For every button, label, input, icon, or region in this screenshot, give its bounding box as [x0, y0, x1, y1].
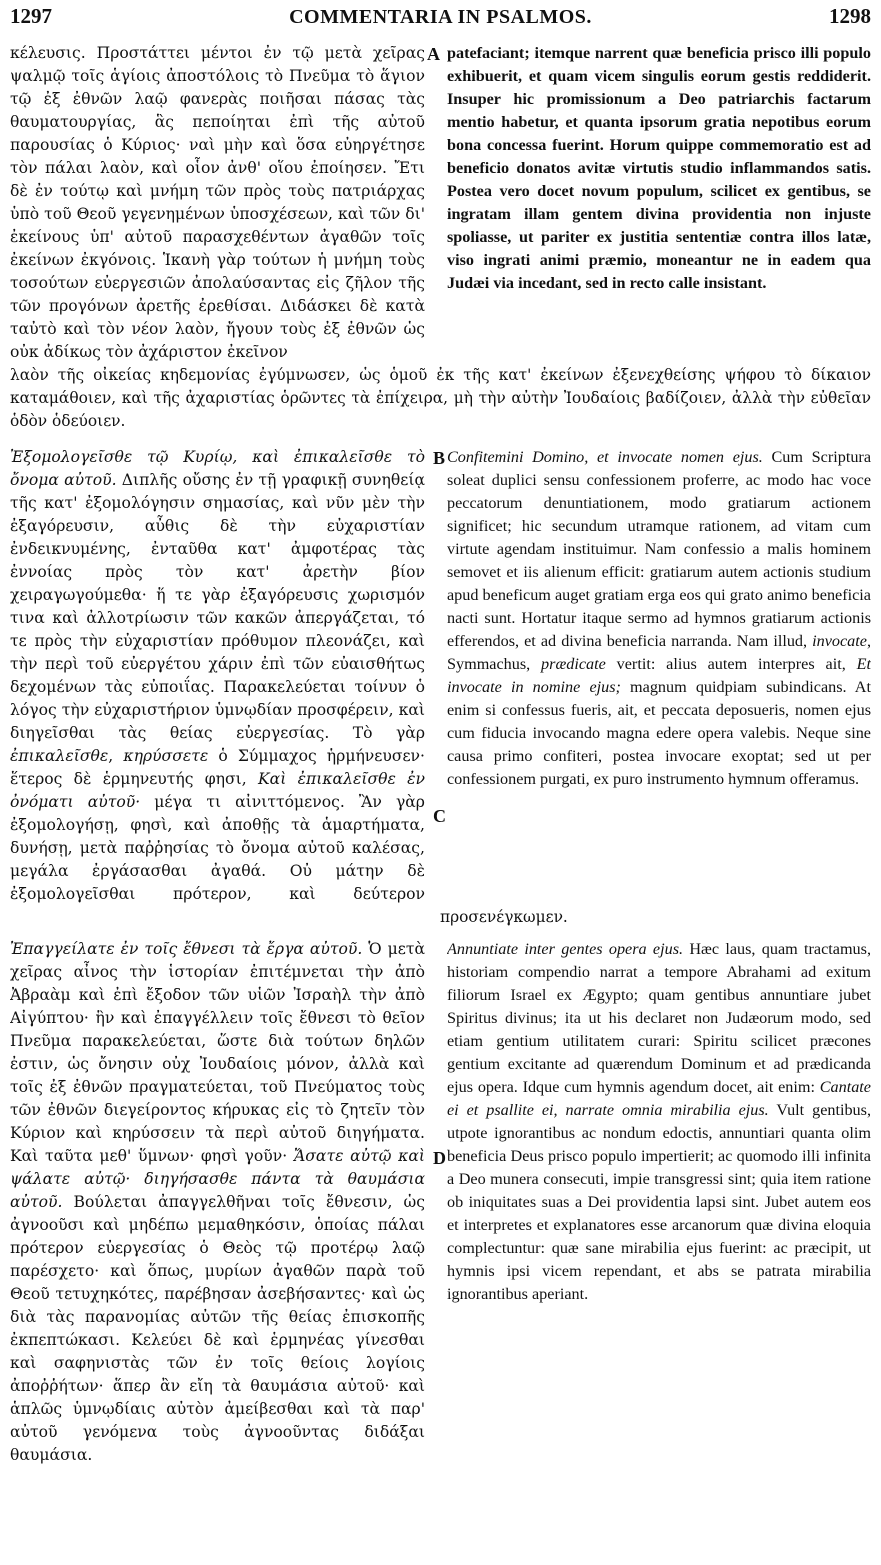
greek-text: Διπλῆς οὔσης ἐν τῇ γραφικῇ συνηθείᾳ τῆς κατ' ἐξομολόγησιν σημασίας, καὶ νῦν μὲν τὴν ἐξαγόρευσιν, αὖθις δὲ τὴν εὐχαριστίαν ἐνδεικνυμένης, ἐνταῦθα κατ' ἀμφοτέρας τὰς ἐννοίας πρὸς τὸν κατ' ἀρετὴν βίον χειραγωγούμεθα· ἥ τε γὰρ ἐξαγόρευσις χωρισμόν τινα καὶ ἀλλοτρίωσιν τῶν κακῶν ἀπεργάζεται, τό τε πρὸς τὴν εὐχαριστίαν πρόθυμον πλεονάζει, καὶ τὴν περὶ τοῦ εὐεργέτου χάριν ἐπὶ τῶν εὐαισθήτως δεχομένων τὰς εὐποιΐας. Παρακελεύεται τοίνυν ὁ λόγος τὴν εὐχαριστήριον ὑμνῳδίαν προσφέρειν, καὶ διηγεῖσθαι τὰς θείας εὐεργεσίας. Τὸ γὰρ — [10, 471, 425, 742]
page-number-left: 1297 — [10, 4, 52, 28]
greek-italic-term: κηρύσσετε — [123, 747, 209, 765]
greek-column — [10, 42, 425, 364]
section-2 — [10, 446, 871, 926]
greek-full-width-continuation — [440, 906, 871, 929]
latin-column — [447, 42, 871, 364]
greek-span-text: λαὸν τῆς οἰκείας κηδεμονίας ἐγύμνωσεν, ὡς ὁμοῦ ἐκ τῆς κατ' ἐκείνων ἐξενεχθείσης ψήφου τὸ δίκαιον καταμάθοιεν, καὶ τῆς ἀχαριστίας ὁρῶντες τὰ ἐπίχειρα, μὴ τὴν αὐτὴν Ἰουδαίοις βαδίζοιεν, ἀλλὰ τὴν εὐθεῖαν ὁδὸν ὁδεύοιεν. — [10, 366, 871, 430]
latin-paragraph — [447, 938, 871, 1306]
margin-marker-c: C — [433, 806, 446, 826]
page-number-right: 1298 — [829, 4, 871, 28]
greek-text: , — [108, 747, 124, 765]
greek-paragraph — [10, 446, 425, 906]
latin-paragraph: patefaciant; itemque narrent quæ beneficia prisco illi populo exhibuerit, et quam vicem singulis eorum gestis reddiderit. Insuper hic promissionum a Deo patriarchis factarum mentio habetur, et quanta ipsorum gratia nepotibus eorum bona concessa fuerint. Horum quippe commemoratio est ad beneficio donatos avitæ virtutis studio inflammandos satis. Postea vero docet novum populum, scilicet ex gentibus, se ingratam illam gentem divina providentia non injuste spoliasse, ut pariter ex justitia sententiæ contra illos latæ, viso ingrati animi præmio, moneantur ne in eadem qua Judæi via incedant, sed in recto calle insistant. — [447, 44, 871, 292]
greek-paragraph — [10, 938, 425, 1467]
latin-paragraph — [447, 446, 871, 791]
greek-column — [10, 938, 425, 1483]
greek-lemma: Ἐπαγγείλατε ἐν τοῖς ἔθνεσι τὰ ἔργα αὐτοῦ. — [10, 940, 363, 958]
latin-italic-term: invocate — [812, 632, 867, 650]
latin-italic-term: prædicate — [541, 655, 606, 673]
latin-lemma: Confitemini Domino, et invocate nomen ejus. — [447, 448, 763, 466]
greek-text: Βούλεται ἀπαγγελθῆναι τοῖς ἔθνεσιν, ὡς ἀγνοοῦσι καὶ μηδέπω μεμαθηκόσιν, ὁποίας πάλαι πρότερον εὐεργεσίας ὁ Θεὸς τῷ προτέρῳ λαῷ παρέσχετο· καὶ ὅπως, μυρίων ἀγαθῶν παρὰ τοῦ Θεοῦ τετυχηκότες, παρέβησαν ἀσεβήσαντες· καὶ ὡς διὰ τὰς παρανομίας αὐτῶν τῆς θείας ἐπισκοπῆς ἐκπεπτώκασι. Κελεύει δὲ καὶ ἑρμηνέας γίνεσθαι καὶ σαφηνιστὰς τῶν ἐν τοῖς θείοις λογίοις ἀποῤῥήτων· ἅπερ ἂν εἴη τὰ θαυμάσια αὐτοῦ· καὶ ἁπλῶς ὑμνῳδίαις αὐτὸν ἀμείβεσθαι καὶ τὰ παρ' αὐτοῦ γενόμενα τοὺς ἀγνοοῦντας διδάξαι θαυμάσια. — [10, 1193, 425, 1464]
greek-text: μέγα τι αἰνιττόμενος. Ἂν γὰρ ἐξομολογήσῃ, φησὶ, καὶ ἀποθῇς τὰ ἁμαρτήματα, δυνήσῃ, μετὰ παῤῥησίας τὸ ὄνομα αὐτοῦ καλέσας, μεγάλα ἐργάσασθαι ἀγαθά. Οὐ μάτην δὲ ἐξομολογεῖσθαι πρότερον, καὶ δεύτερον — [10, 793, 425, 903]
latin-italic-quote: Et invocate in nomine ejus; — [447, 655, 871, 696]
margin-marker-d: D — [433, 1148, 446, 1168]
latin-text: Vult gentibus, utpote ignorantibus ac nondum edoctis, annuntiari quanta olim beneficia Deus prisco populo impertierit; ac quomodo illi infinita a Deo munera consecuti, impie transgressi sint; quia item ratione ob iniquitates suas a Dei providentia lapsi sint. Jubet autem eos et interpretes et explanatores esse arcanorum quæ divina eloquia complectuntur: quæ sane mirabilia ejus fuerint: ac præcipit, ut hymnis ipsi vicem rependant, et abs se patrata mirabilia ignorantibus aperiant. — [447, 1101, 871, 1303]
greek-italic-term: ἐπικαλεῖσθε — [10, 747, 109, 765]
greek-span-text: προσενέγκωμεν. — [440, 908, 568, 926]
margin-marker-a: A — [427, 44, 440, 64]
greek-column — [10, 446, 425, 906]
section-1 — [10, 42, 871, 432]
latin-column — [447, 938, 871, 1418]
greek-italic-quote: Ἄσατε αὐτῷ καὶ ψάλατε αὐτῷ· διηγήσασθε πάντα τὰ θαυμάσια αὐτοῦ. — [10, 1147, 425, 1211]
greek-lemma: Ἐξομολογεῖσθε τῷ Κυρίῳ, καὶ ἐπικαλεῖσθε τὸ ὄνομα αὐτοῦ. — [10, 448, 425, 489]
latin-text: Hæc laus, quam tractamus, historiam compendio narrat a tempore Abrahami ad exitum filiorum Israel ex Ægypto; quam gentibus annuntiare jubet Spiritus divinus; ita ut his declaret non Judæorum modo, sed etiam gentium utilitatem curari: Spiritu scilicet præcones gentium excitante ad quærendum Dominum et ad prædicanda ejus opera. Idque cum hymnis agendum docet, ait enim: — [447, 940, 871, 1096]
latin-text: Cum Scriptura soleat duplici sensu confessionem proferre, ac modo hac voce peccatorum denuntiationem, modo gratiarum actionem significet; hic secundum utramque rationem, ad vitam cum virtute agendam instituimur. Nam confessio a malis hominem semovet et iis alienum efficit: gratiarum autem actionis studium apud beneficum auget gratiam erga eos qui grato animo beneficia nacti sunt. Hortatur itaque sermo ad hymnos gratiarum actionis efferendos, et ad divina beneficia narranda. Nam illud, — [447, 448, 871, 650]
latin-italic-quote: Cantate ei et psallite ei, narrate omnia mirabilia ejus. — [447, 1078, 871, 1119]
page-header — [10, 4, 871, 36]
latin-text: vertit: alius autem interpres ait, — [605, 655, 857, 673]
greek-italic-quote: Καὶ ἐπικαλεῖσθε ἐν ὀνόματι αὐτοῦ· — [10, 770, 425, 811]
greek-full-width-continuation — [10, 364, 871, 433]
latin-text: , Symmachus, — [447, 632, 871, 673]
section-3 — [10, 938, 871, 1483]
greek-text: ὁ Σύμμαχος ἡρμήνευσεν· ἕτερος δὲ ἑρμηνευτής φησι, — [10, 747, 425, 788]
greek-text: Ὁ μετὰ χεῖρας αἶνος τὴν ἱστορίαν ἐπιτέμνεται τὴν ἀπὸ Ἀβραὰμ καὶ ἐπὶ ἔξοδον τῶν υἱῶν Ἰσραὴλ τὴν ἀπὸ Αἰγύπτου· ἣν καὶ ἐπαγγέλλειν τοῖς ἔθνεσι τὸ θεῖον Πνεῦμα παρακελεύεται, ὥστε διὰ τούτων δηλῶν ἐστιν, ὡς ὄνησιν οὐχ Ἰουδαίοις μόνον, ἀλλὰ καὶ τοῖς ἐξ ἐθνῶν πραγματεύεται, τοῦ Πνεύματος τοὺς τῶν ἐθνῶν διεγείροντος κήρυκας εἰς τὸ ζητεῖν τὸν Κύριον καὶ κηρύσσειν τὰ περὶ αὐτοῦ διηγήματα. Καὶ ταῦτα μεθ' ὕμνων· φησὶ γοῦν· — [10, 940, 425, 1165]
latin-lemma: Annuntiate inter gentes opera ejus. — [447, 940, 684, 958]
running-title: COMMENTARIA IN PSALMOS. — [289, 6, 592, 28]
greek-paragraph: κέλευσις. Προστάττει μέντοι ἐν τῷ μετὰ χεῖρας ψαλμῷ τοῖς ἁγίοις ἀποστόλοις τὸ Πνεῦμα τὸ ἅγιον τῷ ἐξ ἐθνῶν λαῷ φανερὰς ποιῆσαι πάσας τὰς θαυματουργίας, ἃς πεποίηται ἐπὶ τῆς αὐτοῦ παρουσίας ὁ Κύριος· ναὶ μὴν καὶ ὅσα εὐηργέτησε τὸν πάλαι λαὸν, καὶ οἷον ἀνθ' οἵου ἐποίησεν. Ἔτι δὲ ἐν τούτῳ καὶ μνήμη τῶν πρὸς τοὺς πατριάρχας ὑπὸ τοῦ Θεοῦ γεγενημένων ὑποσχέσεων, καὶ τῶν δι' ἐκείνους ὑπ' αὐτοῦ παρασχεθέντων ἀγαθῶν τοῖς ἐκείνων ἐκγόνοις. Ἱκανὴ γὰρ τούτων ἡ μνήμη τοὺς τοσούτων εὐεργεσιῶν ἀπολαύσαντας εἰς ζῆλον τῆς τῶν προγόνων ἀρετῆς ἐρεθίσαι. Διδάσκει δὲ κατὰ ταὐτὸ καὶ τὸν νέον λαὸν, ἤγουν τοὺς ἐξ ἐθνῶν ὡς οὐκ ἀδίκως τὸν ἀχάριστον ἐκεῖνον — [10, 44, 425, 361]
latin-text: magnum quidpiam subindicans. At enim si confessus fueris, ait, et peccata deposueris, nomen ejus cum fiducia invocando magna edere opera valebis. Neque sine causa primo confiteri, postea invocare exoptat; sed ut per confessionem purgati, ex puro instrumento hymnum offeramus. — [447, 678, 871, 788]
margin-marker-b: B — [433, 448, 446, 468]
latin-column — [447, 446, 871, 906]
